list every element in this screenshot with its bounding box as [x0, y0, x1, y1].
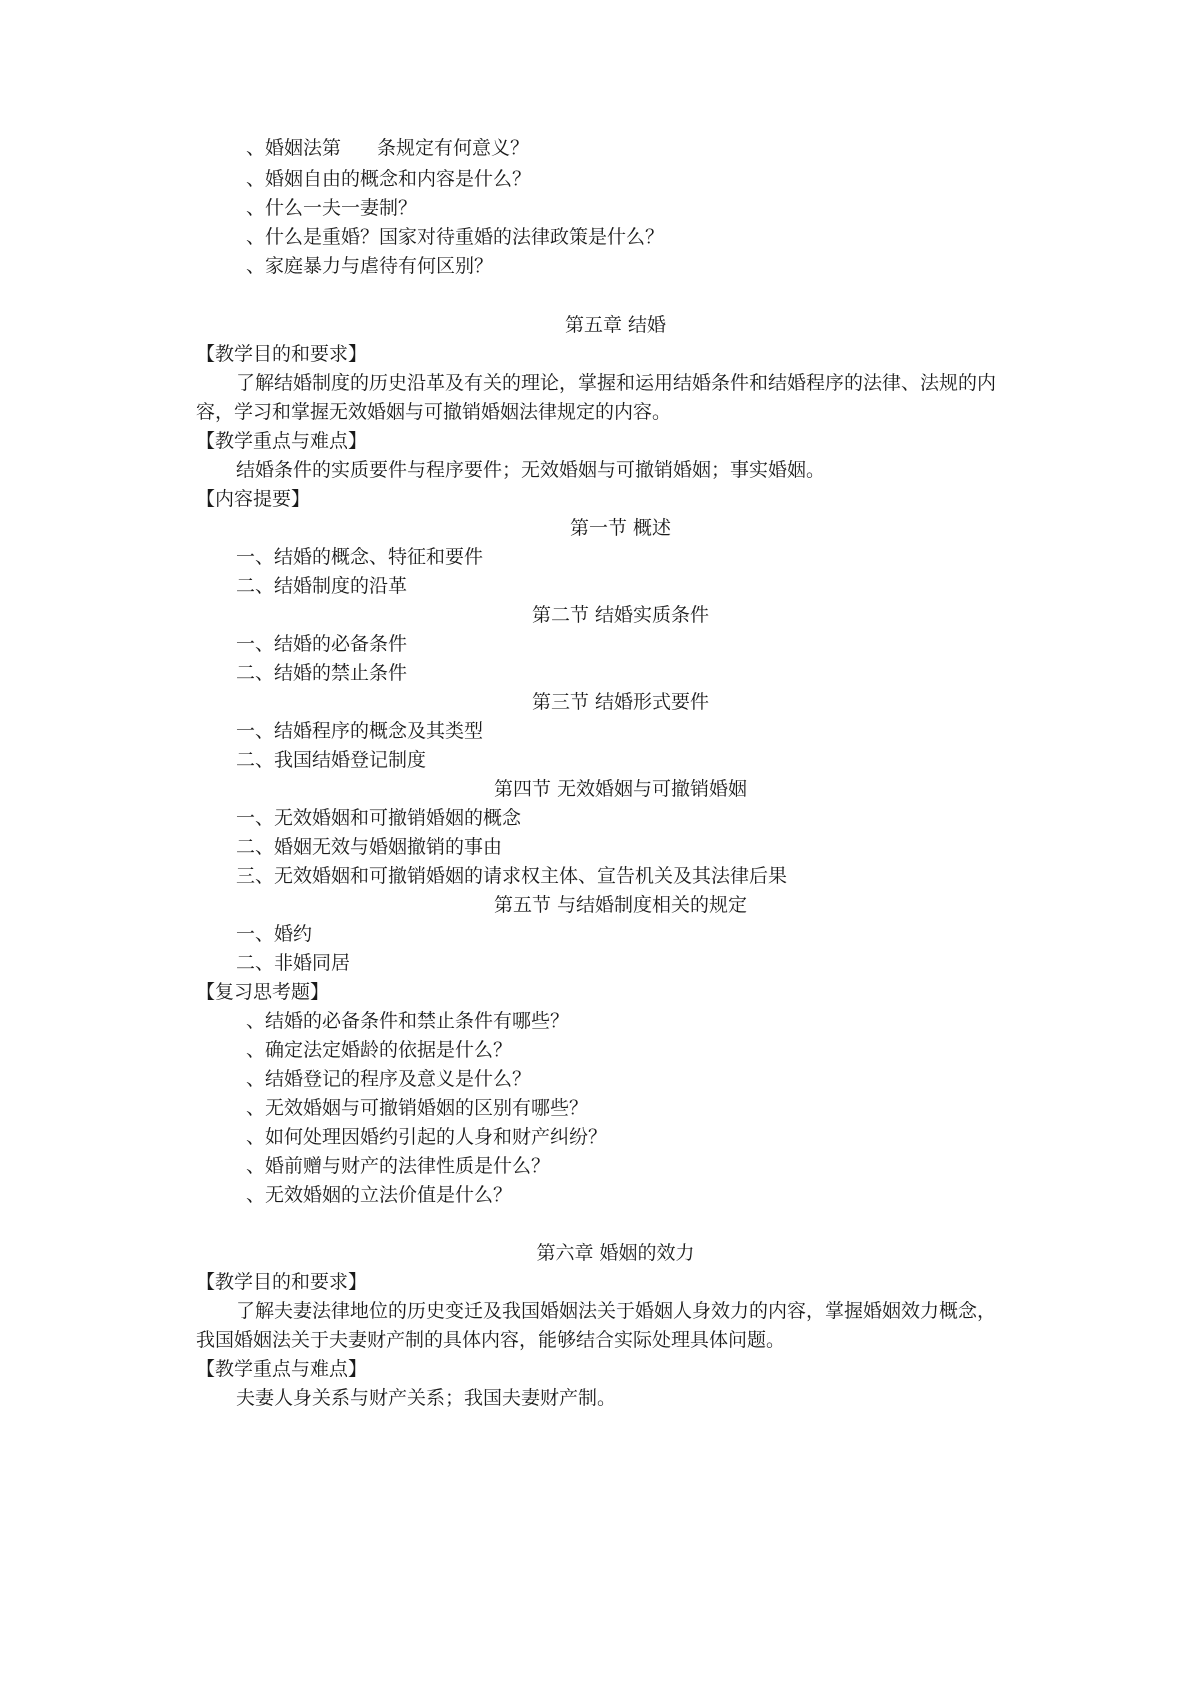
ch5-key-heading: 【教学重点与难点】 — [196, 430, 368, 452]
prev-question-1-part2: 条规定有何意义？ — [377, 137, 530, 159]
section-1-item-1: 一、结婚的概念、特征和要件 — [236, 546, 484, 568]
section-1-item-2: 二、结婚制度的沿革 — [236, 575, 408, 597]
chapter-5-title: 第五章 结婚 — [564, 314, 667, 336]
ch5-goal-text-line2: 容，学习和掌握无效婚姻与可撤销婚姻法律规定的内容。 — [196, 401, 672, 423]
chapter-6-title: 第六章 婚姻的效力 — [536, 1242, 695, 1264]
review-question-4: 、无效婚姻与可撤销婚姻的区别有哪些？ — [246, 1097, 589, 1119]
review-question-1: 、结婚的必备条件和禁止条件有哪些？ — [246, 1010, 570, 1032]
section-3-title: 第三节 结婚形式要件 — [531, 691, 710, 713]
ch5-content-heading: 【内容提要】 — [196, 488, 311, 510]
review-question-5: 、如何处理因婚约引起的人身和财产纠纷？ — [246, 1126, 608, 1148]
review-question-6: 、婚前赠与财产的法律性质是什么？ — [246, 1155, 551, 1177]
section-5-title: 第五节 与结婚制度相关的规定 — [493, 894, 748, 916]
ch5-goal-text-line1: 了解结婚制度的历史沿革及有关的理论，掌握和运用结婚条件和结婚程序的法律、法规的内 — [236, 372, 997, 394]
prev-question-1-part1: 、婚姻法第 — [246, 137, 342, 159]
section-4-title: 第四节 无效婚姻与可撤销婚姻 — [493, 778, 748, 800]
section-5-item-1: 一、婚约 — [236, 923, 313, 945]
ch5-review-heading: 【复习思考题】 — [196, 981, 330, 1003]
section-4-item-3: 三、无效婚姻和可撤销婚姻的请求权主体、宣告机关及其法律后果 — [236, 865, 788, 887]
section-2-title: 第二节 结婚实质条件 — [531, 604, 710, 626]
section-3-item-2: 二、我国结婚登记制度 — [236, 749, 427, 771]
review-question-2: 、确定法定婚龄的依据是什么？ — [246, 1039, 513, 1061]
ch6-key-text: 夫妻人身关系与财产关系；我国夫妻财产制。 — [236, 1387, 617, 1409]
ch6-goal-text-line1: 了解夫妻法律地位的历史变迁及我国婚姻法关于婚姻人身效力的内容，掌握婚姻效力概念， — [236, 1300, 997, 1322]
section-2-item-1: 一、结婚的必备条件 — [236, 633, 408, 655]
review-question-7: 、无效婚姻的立法价值是什么？ — [246, 1184, 513, 1206]
section-4-item-1: 一、无效婚姻和可撤销婚姻的概念 — [236, 807, 522, 829]
ch5-key-text: 结婚条件的实质要件与程序要件；无效婚姻与可撤销婚姻；事实婚姻。 — [236, 459, 826, 481]
section-1-title: 第一节 概述 — [569, 517, 672, 539]
ch6-key-heading: 【教学重点与难点】 — [196, 1358, 368, 1380]
prev-question-3: 、什么一夫一妻制？ — [246, 197, 418, 219]
section-3-item-1: 一、结婚程序的概念及其类型 — [236, 720, 484, 742]
ch6-goal-heading: 【教学目的和要求】 — [196, 1271, 368, 1293]
section-2-item-2: 二、结婚的禁止条件 — [236, 662, 408, 684]
section-5-item-2: 二、非婚同居 — [236, 952, 351, 974]
prev-question-2: 、婚姻自由的概念和内容是什么？ — [246, 168, 532, 190]
ch6-goal-text-line2: 我国婚姻法关于夫妻财产制的具体内容，能够结合实际处理具体问题。 — [196, 1329, 786, 1351]
prev-question-4: 、什么是重婚？国家对待重婚的法律政策是什么？ — [246, 226, 665, 248]
prev-question-5: 、家庭暴力与虐待有何区别？ — [246, 255, 494, 277]
prev-question-1 — [246, 135, 529, 161]
section-4-item-2: 二、婚姻无效与婚姻撤销的事由 — [236, 836, 503, 858]
review-question-3: 、结婚登记的程序及意义是什么？ — [246, 1068, 532, 1090]
ch5-goal-heading: 【教学目的和要求】 — [196, 343, 368, 365]
